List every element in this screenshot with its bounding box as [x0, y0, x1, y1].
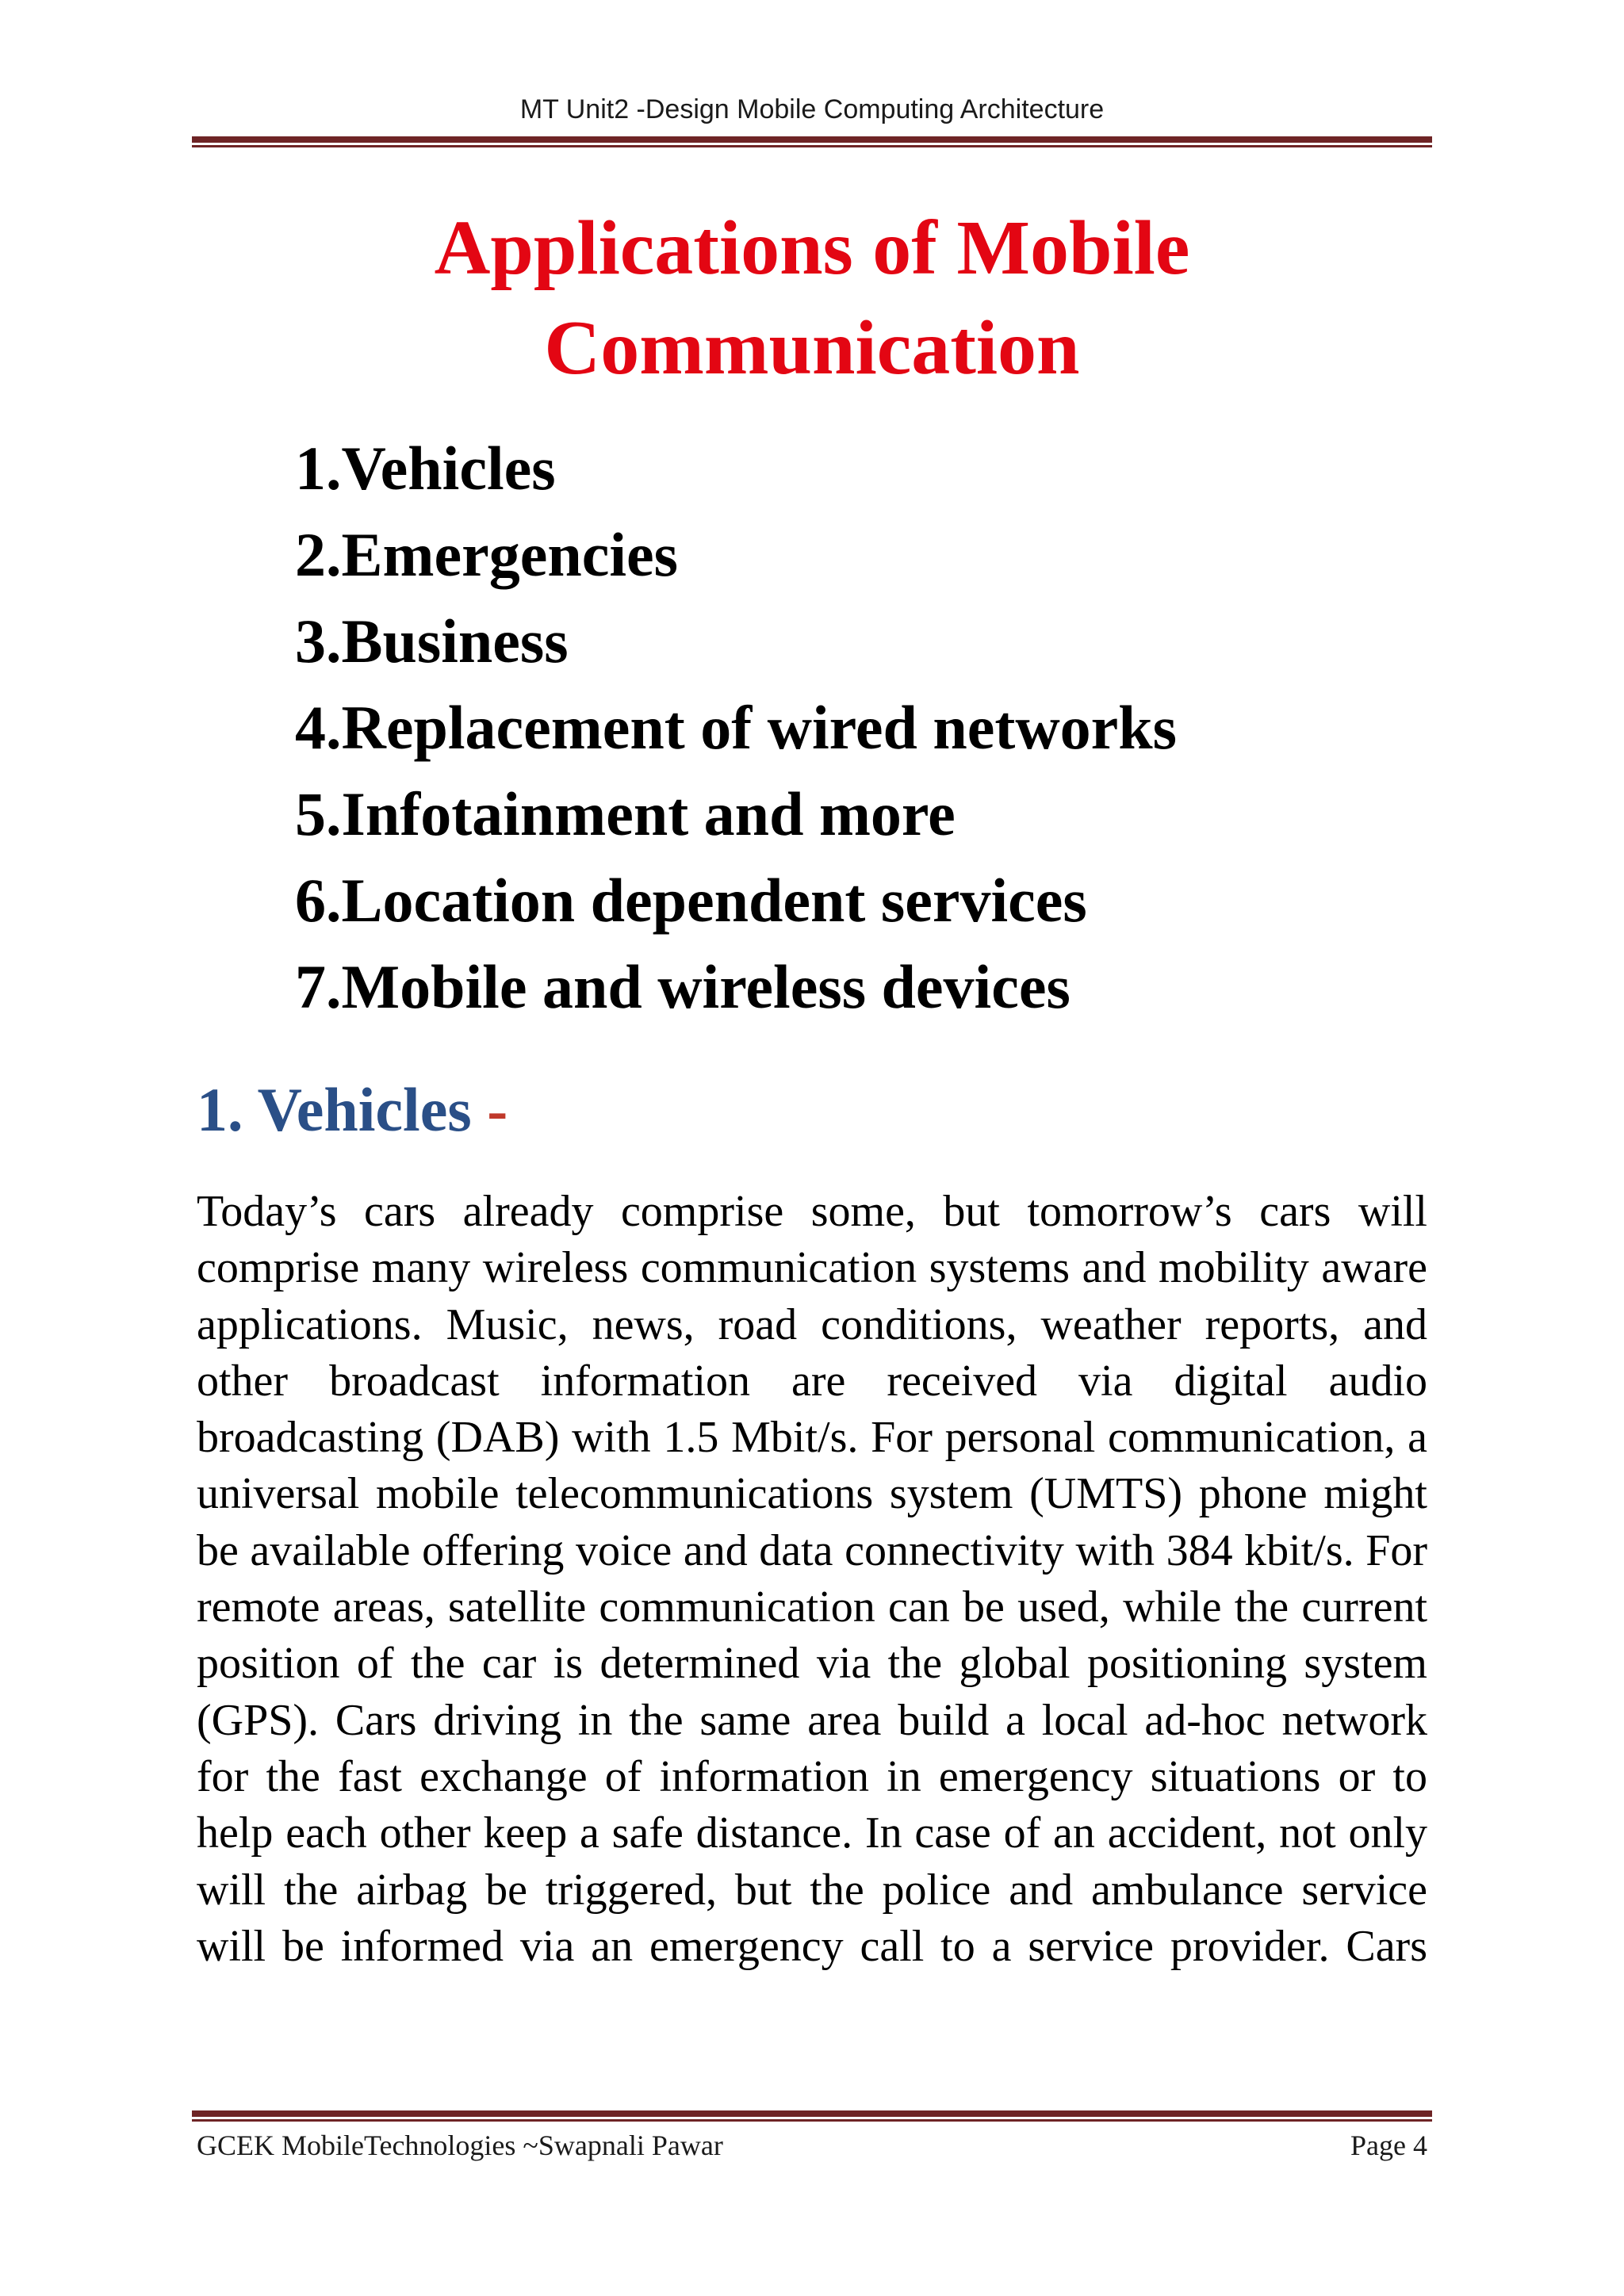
list-item: 5.Infotainment and more — [295, 779, 956, 848]
section-heading-dash: - — [487, 1075, 508, 1144]
footer-rule — [192, 2110, 1432, 2122]
footer-author: GCEK MobileTechnologies ~Swapnali Pawar — [197, 2130, 723, 2161]
page-number: Page 4 — [1350, 2130, 1427, 2161]
page-title-line-1: Applications of Mobile — [434, 205, 1190, 291]
page-title — [0, 198, 1624, 398]
list-item: 3.Business — [295, 607, 569, 675]
list-item: 4.Replacement of wired networks — [295, 693, 1178, 762]
running-header: MT Unit2 -Design Mobile Computing Architecture — [519, 94, 1105, 124]
header-rule — [192, 136, 1432, 147]
section-heading-text: 1. Vehicles — [197, 1075, 472, 1144]
list-item: 2.Emergencies — [295, 520, 679, 589]
list-item: 7.Mobile and wireless devices — [295, 952, 1071, 1021]
section-body-paragraph: Today’s cars already comprise some, but tomorrow’s cars will comprise many wireless communication systems and mobility aware applications. Music, news, road conditions, weather reports, and other broadcast information are received via digital audio broadcasting (DAB) with 1.5 Mbit/s. For personal communication, a universal mobile telecommunications system (UMTS) phone might be available offering voice and data connectivity with 384 kbit/s. For remote areas, satellite communication can be used, while the current position of the car is determined via the global positioning system (GPS). Cars driving in the same area build a local ad-hoc network for the fast exchange of information in emergency situations or to help each other keep a safe distance. In case of an accident, not only will the airbag be triggered, but the police and ambulance service will be informed via an emergency call to a service provider. Cars — [197, 1187, 1427, 1971]
applications-list — [295, 425, 1177, 1030]
section-heading — [197, 1070, 508, 1150]
list-item: 1.Vehicles — [295, 434, 556, 503]
list-item: 6.Location dependent services — [295, 866, 1087, 935]
page-title-line-2: Communication — [544, 305, 1080, 391]
